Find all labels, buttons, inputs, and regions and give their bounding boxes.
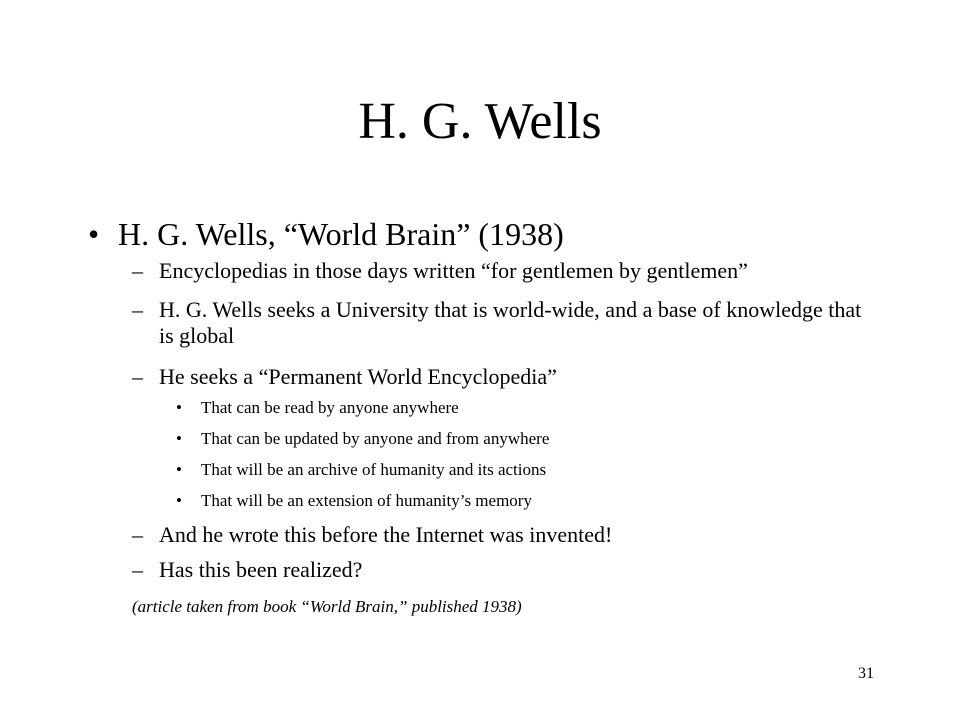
sub-item-text: Has this been realized? <box>159 557 363 582</box>
sub-item <box>132 557 872 583</box>
point-marker: • <box>176 429 182 448</box>
point-marker: • <box>176 398 182 417</box>
sub-item-text: H. G. Wells seeks a University that is world-wide, and a base of knowledge that is global <box>159 297 862 348</box>
point-text: That can be updated by anyone and from anywhere <box>201 429 550 448</box>
sub-item <box>132 364 872 390</box>
point-marker: • <box>176 491 182 510</box>
sub-item <box>132 297 872 349</box>
dash-marker: – <box>132 557 143 582</box>
page-number: 31 <box>858 665 874 682</box>
dash-marker: – <box>132 364 143 389</box>
point-text: That can be read by anyone anywhere <box>201 398 459 417</box>
sub-item <box>132 258 872 284</box>
main-bullet-text: H. G. Wells, “World Brain” (1938) <box>118 216 564 252</box>
dash-marker: – <box>132 258 143 283</box>
sub-item <box>132 522 872 548</box>
point-text: That will be an archive of humanity and its actions <box>201 460 547 479</box>
bullet-marker: • <box>88 216 100 252</box>
sub-item-text: And he wrote this before the Internet was invented! <box>159 522 613 547</box>
dash-marker: – <box>132 297 143 322</box>
point-text: That will be an extension of humanity’s memory <box>201 491 532 510</box>
dash-marker: – <box>132 522 143 547</box>
slide-title: H. G. Wells <box>358 93 602 150</box>
source-note: (article taken from book “World Brain,” published 1938) <box>132 597 522 616</box>
sub-item-text: He seeks a “Permanent World Encyclopedia” <box>159 364 557 389</box>
sub-item-text: Encyclopedias in those days written “for gentlemen by gentlemen” <box>159 258 748 283</box>
point-marker: • <box>176 460 182 479</box>
